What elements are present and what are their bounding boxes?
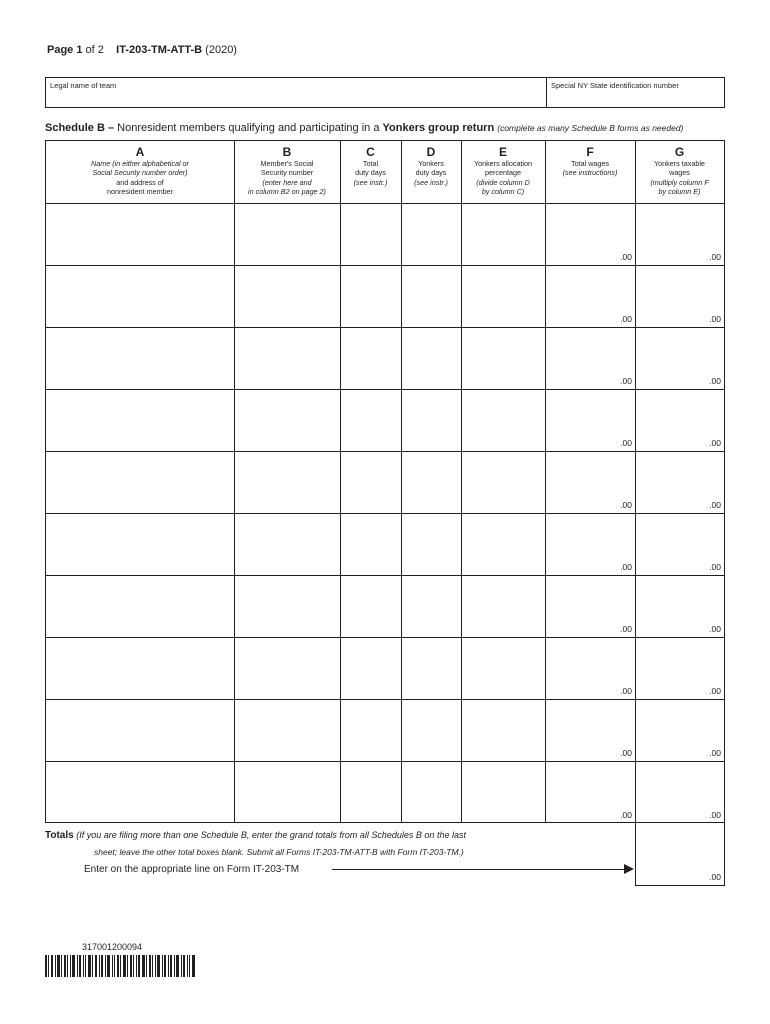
page-header (47, 44, 237, 56)
arrow-right-icon (624, 864, 634, 874)
cents-marker-g: .00 (709, 686, 721, 696)
column-desc-line: Yonkers allocation (473, 159, 533, 168)
column-desc-line: (see instr.) (353, 177, 388, 187)
form-id: IT-203-TM-ATT-B (116, 44, 203, 56)
column-desc-line: and address of (116, 177, 164, 187)
column-desc-line: (multiply column F (650, 177, 709, 187)
id-box-divider (546, 78, 547, 107)
enter-instruction: Enter on the appropriate line on Form IT-203-TM (84, 864, 300, 875)
column-desc-line: nonresident member (107, 187, 173, 197)
column-letter: B (282, 145, 292, 159)
column-letter: G (674, 145, 685, 159)
cents-marker-g: .00 (709, 624, 721, 634)
column-desc-line: in column B2 on page 2) (248, 187, 326, 197)
column-desc-line: (see instr.) (414, 177, 448, 187)
cents-marker-g: .00 (709, 748, 721, 758)
cents-marker-g: .00 (709, 438, 721, 448)
barcode-icon (45, 955, 195, 977)
page-number: 1 (76, 44, 83, 56)
totals-note-line2: sheet; leave the other total boxes blank. Submit all Forms IT-203-TM-ATT-B with Form IT-203-TM.) (94, 847, 464, 857)
row-divider (46, 575, 724, 576)
row-divider (46, 513, 724, 514)
cents-marker-f: .00 (620, 748, 632, 758)
column-divider (401, 141, 402, 822)
column-desc-line: wages (669, 168, 690, 178)
row-divider (46, 451, 724, 452)
column-desc-line: Social Security number order) (92, 168, 188, 178)
cents-marker-f: .00 (620, 624, 632, 634)
column-letter: F (586, 145, 594, 159)
column-divider (635, 141, 636, 822)
cents-marker-f: .00 (620, 376, 632, 386)
cents-marker-g: .00 (709, 500, 721, 510)
legal-name-label: Legal name of team (50, 81, 117, 90)
cents-marker-g: .00 (709, 314, 721, 324)
column-desc-line: duty days (415, 168, 447, 178)
totals-note-line1: (If you are filing more than one Schedule B, enter the grand totals from all Schedules B on the last (76, 830, 466, 840)
column-desc-line: by column E) (658, 187, 701, 197)
column-divider (340, 141, 341, 822)
cents-marker-g: .00 (709, 810, 721, 820)
cents-marker-f: .00 (620, 810, 632, 820)
cents-marker-f: .00 (620, 252, 632, 262)
schedule-title-bold2: Yonkers group return (382, 122, 495, 134)
column-divider (234, 141, 235, 822)
column-desc-line: Member's Social (260, 159, 314, 168)
total-cents-marker: .00 (709, 872, 721, 882)
totals-title: Totals (45, 830, 74, 841)
column-header-g (635, 141, 724, 197)
column-desc-line: (divide column D (476, 177, 530, 187)
cents-marker-g: .00 (709, 562, 721, 572)
column-letter: A (135, 145, 145, 159)
arrow-line (332, 869, 624, 870)
column-letter: C (366, 145, 375, 159)
column-divider (461, 141, 462, 822)
schedule-table (45, 140, 725, 823)
column-divider (545, 141, 546, 822)
column-desc-line: (enter here and (262, 177, 312, 187)
row-divider (46, 265, 724, 266)
barcode-number: 317001200094 (82, 942, 143, 952)
column-desc-line: duty days (355, 168, 386, 178)
column-desc-line: Total (362, 159, 379, 168)
column-desc-line: (see instructions) (562, 168, 618, 178)
column-desc-line: Total wages (571, 159, 609, 168)
schedule-title-bold: Schedule B – (45, 122, 115, 134)
column-desc-line: percentage (485, 168, 521, 178)
totals-label (45, 830, 466, 841)
column-letter: D (426, 145, 436, 159)
row-divider (46, 389, 724, 390)
page-label: Page (47, 44, 74, 56)
header-row-divider (46, 203, 724, 204)
column-header-d (401, 141, 461, 187)
row-divider (46, 761, 724, 762)
column-header-f (545, 141, 635, 178)
column-desc-line: Name (in either alphabetical or (91, 159, 189, 168)
cents-marker-f: .00 (620, 686, 632, 696)
cents-marker-f: .00 (620, 314, 632, 324)
cents-marker-g: .00 (709, 252, 721, 262)
form-year: (2020) (205, 44, 237, 56)
column-desc-line: by column C) (481, 187, 525, 197)
identification-box (45, 77, 725, 108)
schedule-title (45, 122, 683, 134)
total-entry-box[interactable] (635, 823, 725, 886)
column-desc-line: Security number (260, 168, 314, 178)
schedule-title-normal: Nonresident members qualifying and participating in a (117, 122, 380, 134)
cents-marker-f: .00 (620, 438, 632, 448)
row-divider (46, 637, 724, 638)
column-header-c (340, 141, 401, 187)
special-id-label: Special NY State identification number (551, 81, 679, 90)
cents-marker-g: .00 (709, 376, 721, 386)
page-of-label: of 2 (85, 44, 104, 56)
column-letter: E (498, 145, 507, 159)
schedule-title-italic: (complete as many Schedule B forms as needed) (497, 123, 684, 133)
cents-marker-f: .00 (620, 562, 632, 572)
column-desc-line: Yonkers (418, 159, 444, 168)
column-desc-line: Yonkers taxable (654, 159, 705, 168)
column-header-e (461, 141, 545, 197)
cents-marker-f: .00 (620, 500, 632, 510)
column-header-b (234, 141, 340, 197)
row-divider (46, 699, 724, 700)
row-divider (46, 327, 724, 328)
column-header-a (46, 141, 234, 197)
